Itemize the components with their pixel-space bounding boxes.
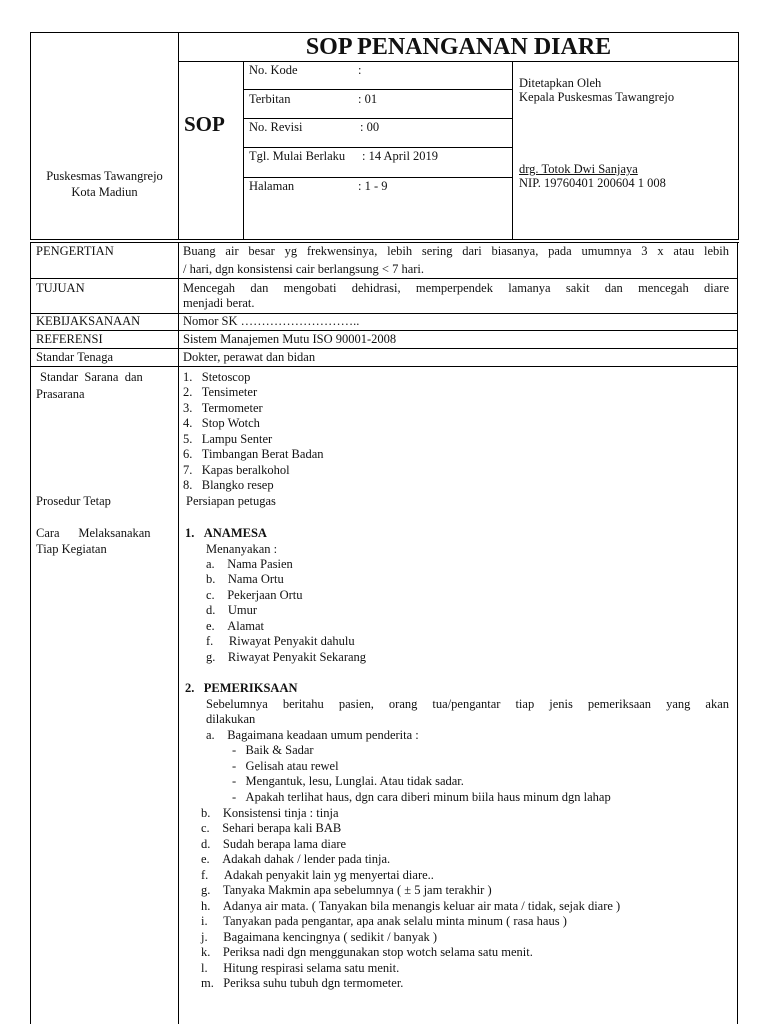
list-item: 2. Tensimeter [183,385,258,399]
field-label: No. Revisi [249,120,303,134]
standar-tenaga-value: Dokter, perawat dan bidan [183,350,316,364]
list-item: - Baik & Sadar [232,743,314,757]
list-item: f. Adakah penyakit lain yg menyertai diare.. [201,868,434,882]
sop-label: SOP [184,112,225,136]
list-item: 6. Timbangan Berat Badan [183,447,324,461]
field-value: : 01 [358,92,378,106]
tujuan-line1: Mencegah dan mengobati dehidrasi, memperpendek lamanya sakit dan mencegah diare [183,281,729,295]
list-item: h. Adanya air mata. ( Tanyakan bila menangis keluar air mata / tidak, sejak diare ) [201,899,621,913]
list-item: j. Bagaimana kencingnya ( sedikit / banyak ) [201,930,438,944]
list-item: e. Adakah dahak / lender pada tinja. [201,852,391,866]
referensi-value: Sistem Manajemen Mutu ISO 90001-2008 [183,332,397,346]
prosedur-value: Persiapan petugas [186,494,276,508]
pengertian-label: PENGERTIAN [36,244,114,258]
list-item: - Apakah terlihat haus, dgn cara diberi minum biila haus minum dgn lahap [232,790,611,804]
field-label: Terbitan [249,92,291,106]
list-item: i. Tanyakan pada pengantar, apa anak selalu minta minum ( rasa haus ) [201,914,567,928]
pemeriksaan-intro-line1: Sebelumnya beritahu pasien, orang tua/pengantar tiap jenis pemeriksaan yang akan [206,697,729,711]
list-item: 7. Kapas beralkohol [183,463,290,477]
pengertian-line1: Buang air besar yg frekwensinya, lebih sering dari biasanya, pada umumnya 3 x atau lebih [183,244,729,258]
list-item: 4. Stop Wotch [183,416,260,430]
list-item: c. Sehari berapa kali BAB [201,821,342,835]
list-item: - Mengantuk, lesu, Lunglai. Atau tidak sadar. [232,774,464,788]
list-item: m. Periksa suhu tubuh dgn termometer. [201,976,404,990]
approval-line2: Kepala Puskesmas Tawangrejo [519,90,675,104]
pengertian-line2: / hari, dgn konsistensi cair berlangsung < 7 hari. [183,262,425,276]
field-label: No. Kode [249,63,298,77]
list-item: 3. Termometer [183,401,263,415]
anamesa-heading: 1. ANAMESA [185,526,267,540]
list-item: b. Nama Ortu [206,572,284,586]
list-item: 5. Lampu Senter [183,432,273,446]
list-item: 1. Stetoscop [183,370,251,384]
cara-label-line1: Cara Melaksanakan [36,526,151,540]
list-item: l. Hitung respirasi selama satu menit. [201,961,400,975]
field-value: : 1 - 9 [358,179,388,193]
sarana-label-line2: Prasarana [36,387,85,401]
list-item: b. Konsistensi tinja : tinja [201,806,339,820]
list-item: 8. Blangko resep [183,478,274,492]
tujuan-label: TUJUAN [36,281,85,295]
pemeriksaan-heading: 2. PEMERIKSAAN [185,681,298,695]
list-item: - Gelisah atau rewel [232,759,339,773]
field-value: : [358,63,362,77]
approval-line1: Ditetapkan Oleh [519,76,602,90]
field-value: : 00 [360,120,380,134]
pemeriksaan-intro-line2: dilakukan [206,712,256,726]
kebijaksanaan-label: KEBIJAKSANAAN [36,314,141,328]
approval-signer: drg. Totok Dwi Sanjaya [519,162,638,176]
org-city: Kota Madiun [71,185,138,199]
approval-nip: NIP. 19760401 200604 1 008 [519,176,666,190]
pemeriksaan-item-a: a. Bagaimana keadaan umum penderita : [206,728,419,742]
list-item: k. Periksa nadi dgn menggunakan stop wotch selama satu menit. [201,945,533,959]
referensi-label: REFERENSI [36,332,103,346]
list-item: a. Nama Pasien [206,557,293,571]
anamesa-intro: Menanyakan : [206,542,278,556]
list-item: f. Riwayat Penyakit dahulu [206,634,355,648]
field-label: Halaman [249,179,295,193]
list-item: g. Riwayat Penyakit Sekarang [206,650,367,664]
tujuan-line2: menjadi berat. [183,296,255,310]
list-item: e. Alamat [206,619,264,633]
kebijaksanaan-value: Nomor SK ……………………….. [183,314,360,328]
document-title: SOP PENANGANAN DIARE [305,34,612,60]
prosedur-label: Prosedur Tetap [36,494,111,508]
field-value: : 14 April 2019 [362,149,439,163]
list-item: c. Pekerjaan Ortu [206,588,303,602]
cara-label-line2: Tiap Kegiatan [36,542,107,556]
list-item: g. Tanyaka Makmin apa sebelumnya ( ± 5 jam terakhir ) [201,883,492,897]
sarana-label-line1: Standar Sarana dan [40,370,143,384]
standar-tenaga-label: Standar Tenaga [36,350,113,364]
list-item: d. Umur [206,603,258,617]
field-label: Tgl. Mulai Berlaku [249,149,346,163]
list-item: d. Sudah berapa lama diare [201,837,347,851]
org-name: Puskesmas Tawangrejo [46,169,163,183]
